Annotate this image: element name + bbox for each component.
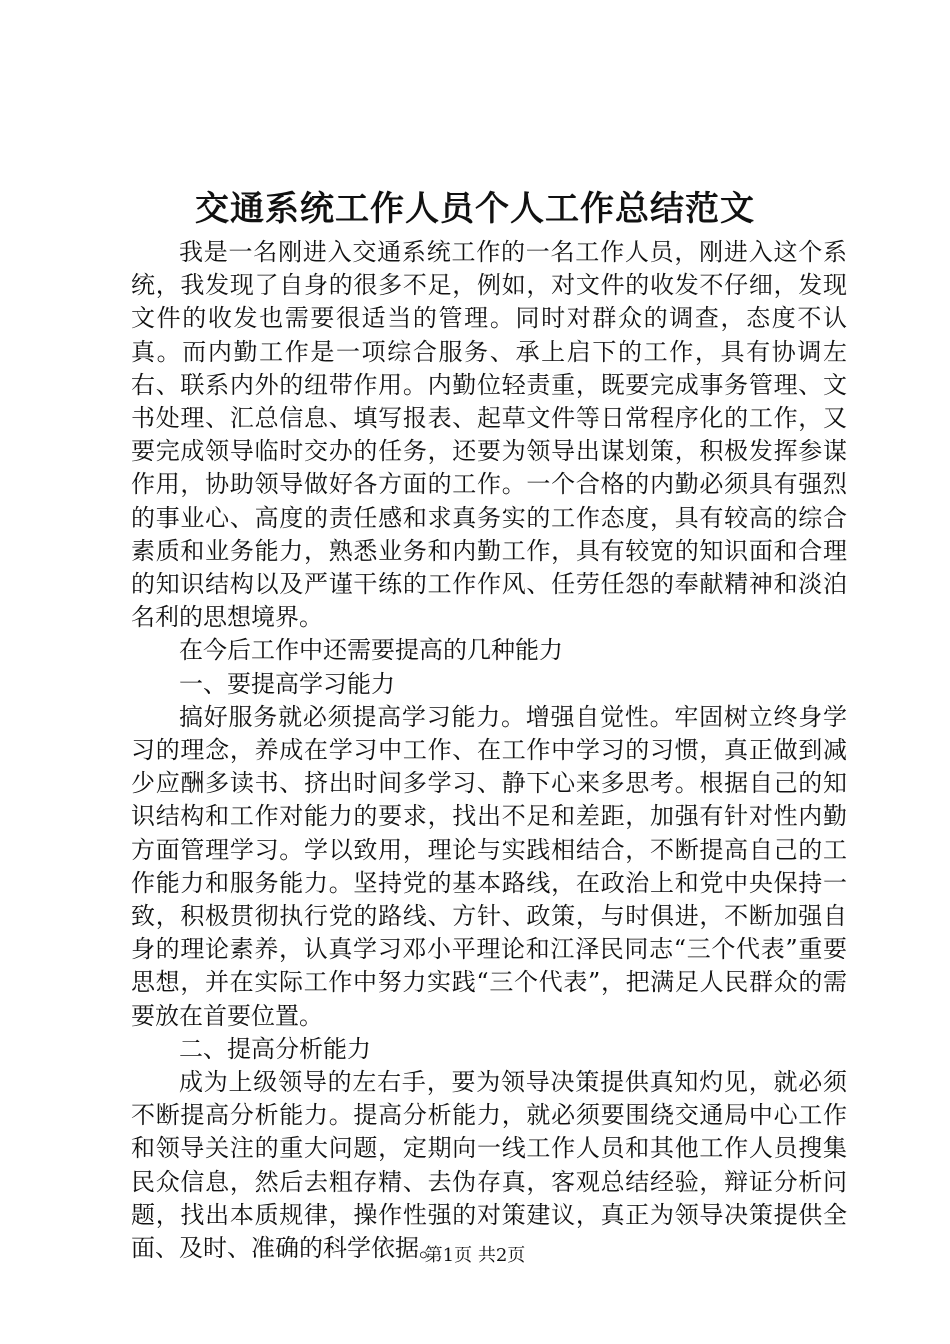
paragraph-analysis: 成为上级领导的左右手，要为领导决策提供真知灼见，就必须不断提高分析能力。提高分析能力，就必须要围绕交通局中心工作和领导关注的重大问题，定期向一线工作人员和其他工作人员搜集民众信息，然后去粗存精、去伪存真，客观总结经验，辩证分析问题，找出本质规律，操作性强的对策建议，真正为领导决策提供全面、及时、准确的科学依据。 — [131, 1068, 847, 1263]
section-heading-analysis: 二、提高分析能力 — [179, 1034, 371, 1063]
document-title: 交通系统工作人员个人工作总结范文 — [195, 189, 755, 229]
paragraph-intro: 我是一名刚进入交通系统工作的一名工作人员，刚进入这个系统，我发现了自身的很多不足，例如，对文件的收发不仔细，发现文件的收发也需要很适当的管理。同时对群众的调查，态度不认真。而内勤工作是一项综合服务、承上启下的工作，具有协调左右、联系内外的纽带作用。内勤位轻责重，既要完成事务管理、文书处理、汇总信息、填写报表、起草文件等日常程序化的工作，又要完成领导临时交办的任务，还要为领导出谋划策，积极发挥参谋作用，协助领导做好各方面的工作。一个合格的内勤必须具有强烈的事业心、高度的责任感和求真务实的工作态度，具有较高的综合素质和业务能力，熟悉业务和内勤工作，具有较宽的知识面和合理的知识结构以及严谨干练的工作作风、任劳任怨的奉献精神和淡泊名利的思想境界。 — [131, 238, 847, 632]
page-footer: 第1页 共2页 — [424, 1245, 526, 1266]
paragraph-abilities-heading: 在今后工作中还需要提高的几种能力 — [179, 636, 563, 665]
paragraph-learning: 搞好服务就必须提高学习能力。增强自觉性。牢固树立终身学习的理念，养成在学习中工作、在工作中学习的习惯，真正做到减少应酬多读书、挤出时间多学习、静下心来多思考。根据自己的知识结构和工作对能力的要求，找出不足和差距，加强有针对性内勤方面管理学习。学以致用，理论与实践相结合，不断提高自己的工作能力和服务能力。坚持党的基本路线，在政治上和党中央保持一致，积极贯彻执行党的路线、方针、政策，与时俱进，不断加强自身的理论素养，认真学习邓小平理论和江泽民同志“三个代表”重要思想，并在实际工作中努力实践“三个代表”，把满足人民群众的需要放在首要位置。 — [131, 702, 847, 1030]
document-body — [131, 236, 847, 1265]
section-heading-learning: 一、要提高学习能力 — [179, 669, 395, 698]
